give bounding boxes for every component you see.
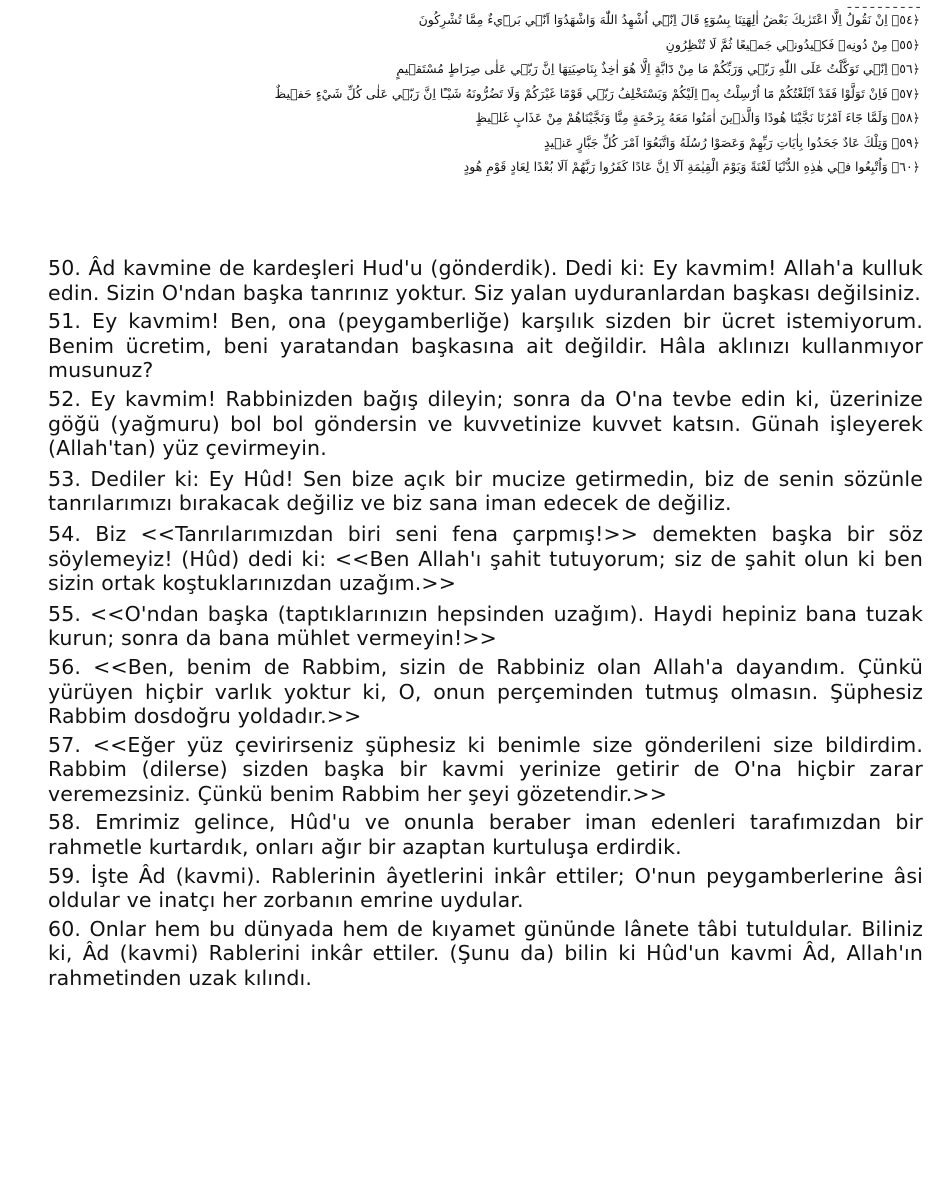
arabic-verse-56: ﴿٥٦﴾ اِنّ۪ي تَوَكَّلْتُ عَلَى اللّٰهِ رَبّ۪ي وَرَبِّكُمْ مَا مِنْ دَٓابَّةٍ اِلَّا هُوَ اٰخِذٌ بِنَاصِيَتِهَا اِنَّ رَبّ۪ي عَلٰى صِرَاطٍ مُسْتَق۪يمٍ <box>396 61 920 76</box>
verse-51: 51. Ey kavmim! Ben, ona (peygamberliğe) karşılık sizden bir ücret istemiyorum. Benim ücretim, beni yaratandan başkasına ait değildir. Hâla aklınızı kullanmıyor musunuz? <box>48 309 923 383</box>
verse-58: 58. Emrimiz gelince, Hûd'u ve onunla beraber iman edenleri tarafımızdan bir rahmetle kurtardık, onları ağır bir azaptan kurtuluşa erdirdik. <box>48 810 923 860</box>
verse-54: 54. Biz <<Tanrılarımızdan biri seni fena çarpmış!>> demekten başka bir söz söylemeyiz! (Hûd) dedi ki: <<Ben Allah'ı şahit tutuyorum; siz de şahit olun ki ben sizin ortak koştuklarınızdan uzağım.>> <box>48 521 923 596</box>
verse-50: 50. Âd kavmine de kardeşleri Hud'u (gönderdik). Dedi ki: Ey kavmim! Allah'a kulluk edin. Sizin O'ndan başka tanrınız yoktur. Siz yalan uyduranlardan başkası değilsiniz. <box>48 256 923 305</box>
verse-60: 60. Onlar hem bu dünyada hem de kıyamet gününde lânete tâbi tutuldular. Biliniz ki, Âd (kavmi) Rablerini inkâr ettiler. (Şunu da) bilin ki Hûd'un kavmi Âd, Allah'ın rahmetinden uzak kılındı. <box>48 916 923 991</box>
arabic-verse-57: ﴿٥٧﴾ فَاِنْ تَوَلَّوْا فَقَدْ اَبْلَغْتُكُمْ مَٓا اُرْسِلْتُ بِه۪ٓ اِلَيْكُمْ وَيَسْتَخْلِفُ رَبّ۪ي قَوْمًا غَيْرَكُمْ وَلَا تَضُرُّونَهُ شَيْـًٔا اِنَّ رَبّ۪ي عَلٰى كُلِّ شَيْءٍ حَف۪يظٌ <box>274 85 920 101</box>
arabic-verse-55: ﴿٥٥﴾ مِنْ دُونِه۪ فَك۪يدُون۪ي جَم۪يعًا ثُمَّ لَا تُنْظِرُونِ <box>665 36 920 52</box>
arabic-verse-60: ﴿٦٠﴾ وَاُتْبِعُوا ف۪ي هٰذِهِ الدُّنْيَا لَعْنَةً وَيَوْمَ الْقِيٰمَةِ اَلَٓا اِنَّ عَادًا كَفَرُوا رَبَّهُمْ اَلَا بُعْدًا لِعَادٍ قَوْمِ هُودٍ <box>463 159 920 174</box>
verse-57: 57. <<Eğer yüz çevirirseniz şüphesiz ki benimle size gönderileni size bildirdim. Rabbim (dilerse) sizden başka bir kavmi yerinize getirir de O'na hiçbir zarar veremezsiniz. Çünkü benim Rabbim her şeyi gözetendir.>> <box>48 732 923 806</box>
arabic-text-block <box>140 0 920 180</box>
verse-59: 59. İşte Âd (kavmi). Rablerinin âyetlerini inkâr ettiler; O'nun peygamberlerine âsi oldular ve inatçı her zorbanın emrine uydular. <box>48 863 923 913</box>
arabic-line-cut-top: ـ ـ ـ ـ ـ ـ ـ ـ ـ ـ <box>847 0 920 8</box>
verse-53: 53. Dediler ki: Ey Hûd! Sen bize açık bir mucize getirmedin, biz de senin sözünle tanrılarımızı bırakacak değiliz ve biz sana iman edecek de değiliz. <box>48 466 923 516</box>
verse-52: 52. Ey kavmim! Rabbinizden bağış dileyin; sonra da O'na tevbe edin ki, üzerinize göğü (yağmuru) bol bol göndersin ve kuvvetinize kuvvet katsın. Günah işleyerek (Allah'tan) yüz çevirmeyin. <box>48 386 923 461</box>
arabic-verse-59: ﴿٥٩﴾ وَتِلْكَ عَادٌ جَحَدُوا بِاٰيَاتِ رَبِّهِمْ وَعَصَوْا رُسُلَهُ وَاتَّبَعُوٓا اَمْرَ كُلِّ جَبَّارٍ عَن۪يدٍ <box>543 134 920 150</box>
verse-55: 55. <<O'ndan başka (taptıklarınızın hepsinden uzağım). Haydi hepiniz bana tuzak kurun; sonra da bana mühlet vermeyin!>> <box>48 601 923 651</box>
translation-text-block <box>48 256 923 995</box>
arabic-verse-58: ﴿٥٨﴾ وَلَمَّا جَٓاءَ اَمْرُنَا نَجَّيْنَا هُودًا وَالَّذ۪ينَ اٰمَنُوا مَعَهُ بِرَحْمَةٍ مِنَّا وَنَجَّيْنَاهُمْ مِنْ عَذَابٍ غَل۪يظٍ <box>475 110 920 125</box>
arabic-verse-54: ﴿٥٤﴾ اِنْ نَقُولُ اِلَّا اعْتَرٰيكَ بَعْضُ اٰلِهَتِنَا بِسُوٓءٍ قَالَ اِنّ۪ٓي اُشْهِدُ اللّٰهَ وَاشْهَدُوٓا اَنّ۪ي بَر۪ٓيءٌ مِمَّا تُشْرِكُونَ <box>418 12 920 27</box>
verse-56: 56. <<Ben, benim de Rabbim, sizin de Rabbiniz olan Allah'a dayandım. Çünkü yürüyen hiçbir varlık yoktur ki, O, onun perçeminden tutmuş olmasın. Şüphesiz Rabbim dosdoğru yoldadır.>> <box>48 654 923 729</box>
